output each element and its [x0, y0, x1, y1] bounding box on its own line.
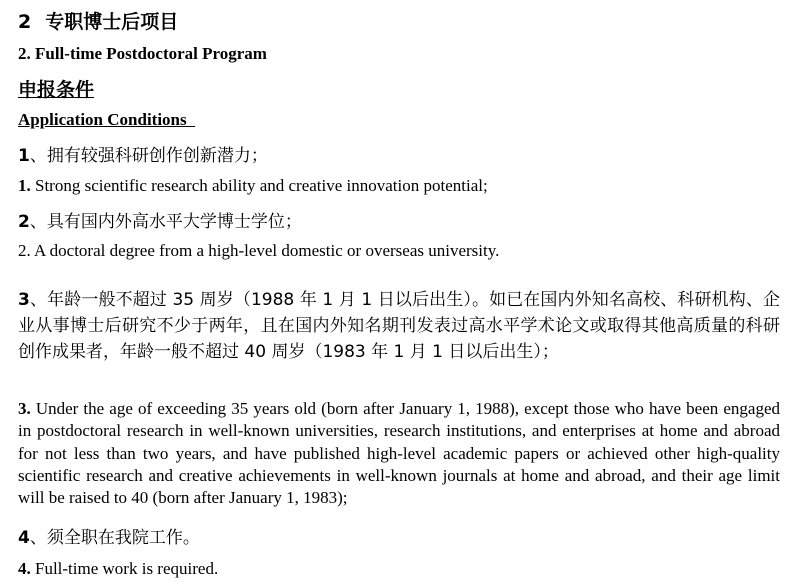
condition-2-en — [18, 241, 499, 261]
condition-3-number-cn: 3 — [18, 290, 30, 310]
condition-4-text-cn: 、须全职在我院工作。 — [29, 528, 200, 548]
condition-1-number-en: 1. — [18, 176, 31, 195]
section-number: 2 — [18, 11, 32, 33]
condition-4-number-en: 4. — [18, 559, 31, 578]
condition-3-text-en: Under the age of exceeding 35 years old (born after January 1, 1988), except those who have been engaged in postdoctoral research in well-known universities, research institutions, and enterprises at home and abroad for not less than two years, and have published high-level academic papers or achieved other high-quality scientific research and creative achievements in well-known journals at home and abroad, and their age limit will be raised to 40 (born after January 1, 1983); — [18, 399, 780, 508]
section-heading-en: 2. Full-time Postdoctoral Program — [18, 44, 267, 63]
condition-3-text-cn: 、年龄一般不超过 35 周岁（1988 年 1 月 1 日以后出生）。如已在国内外知名高校、科研机构、企业从事博士后研究不少于两年，且在国内外知名期刊发表过高水平学术论文或取得其他高质量的科研创作成果者，年龄一般不超过 40 周岁（1983 年 1 月 1 日以后出生）； — [18, 290, 780, 362]
condition-2-text-cn: 、具有国内外高水平大学博士学位； — [29, 212, 302, 232]
condition-4-cn — [18, 523, 200, 548]
condition-1-cn — [18, 141, 268, 166]
condition-4-en — [18, 559, 218, 579]
condition-4-number-cn: 4 — [18, 528, 30, 548]
condition-2-text-en: 2. A doctoral degree from a high-level domestic or overseas university. — [18, 241, 500, 260]
condition-1-text-en: Strong scientific research ability and creative innovation potential; — [30, 176, 488, 195]
section-heading-cn — [18, 7, 178, 34]
condition-1-text-cn: 、拥有较强科研创作创新潜力； — [29, 146, 268, 166]
condition-3-cn — [18, 287, 780, 365]
condition-2-number-cn: 2 — [18, 212, 30, 232]
condition-2-cn — [18, 207, 302, 232]
section-title-cn: 专职博士后项目 — [45, 11, 179, 33]
conditions-heading-en — [18, 110, 195, 130]
conditions-heading-en-text: Application Conditions — [18, 110, 187, 129]
condition-3-en — [18, 398, 780, 509]
conditions-heading-cn: 申报条件 — [18, 79, 95, 101]
condition-1-en — [18, 176, 488, 196]
condition-1-number-cn: 1 — [18, 146, 30, 166]
condition-3-number-en: 3. — [18, 399, 31, 418]
condition-4-text-en: Full-time work is required. — [30, 559, 219, 578]
